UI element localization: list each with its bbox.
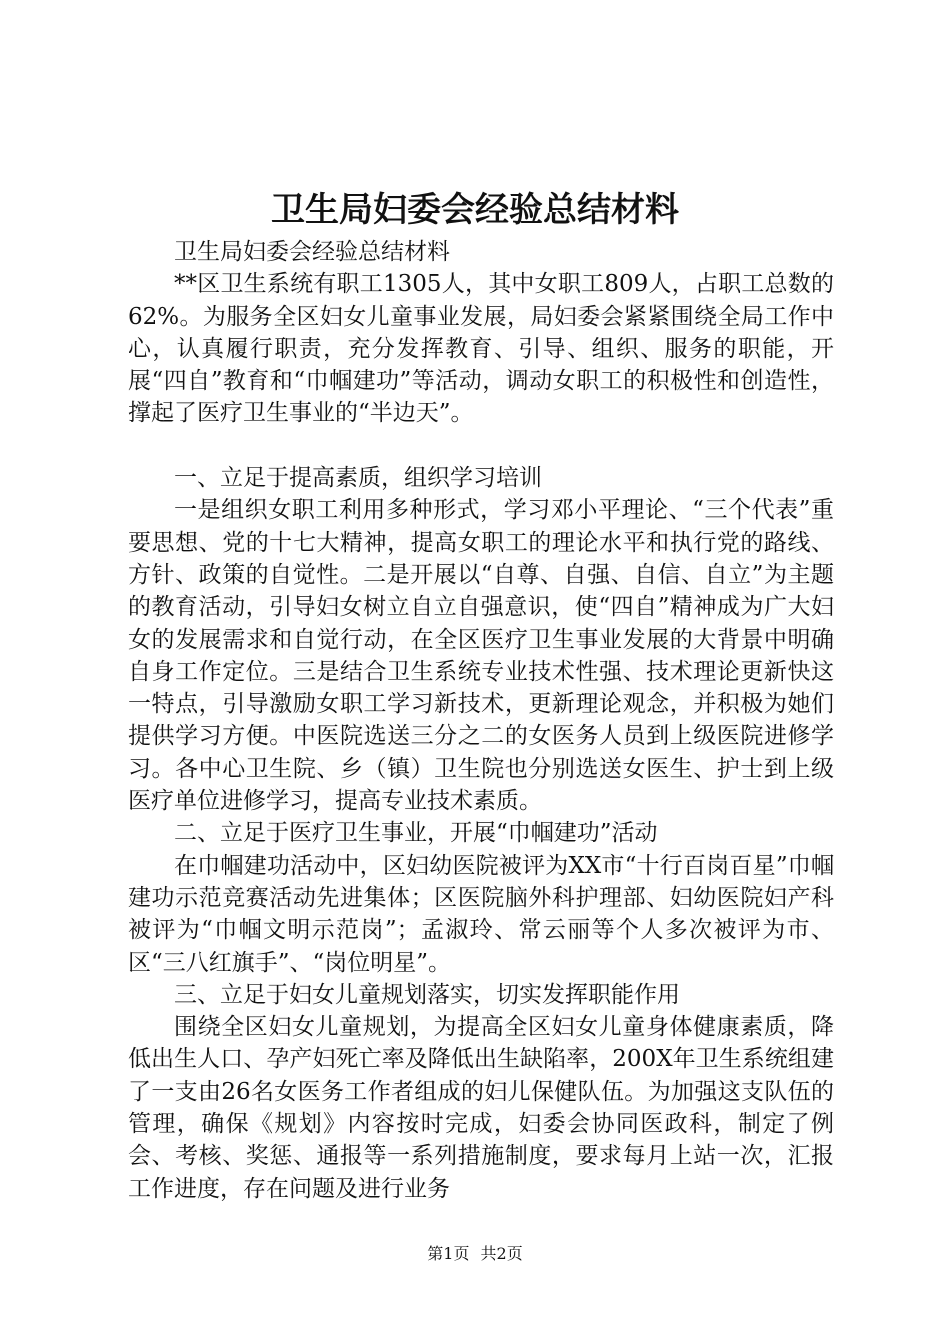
document-title: 卫生局妇委会经验总结材料 xyxy=(271,190,679,230)
section-heading-2: 二、立足于医疗卫生事业，开展“巾帼建功”活动 xyxy=(174,820,658,847)
page-total: 共2页 xyxy=(480,1244,523,1263)
paragraph-section-1: 一是组织女职工利用多种形式，学习邓小平理论、“三个代表”重要思想、党的十七大精神，提高女职工的理论水平和执行党的路线、方针、政策的自觉性。二是开展以“自尊、自强、自信、自立”为主题的教育活动，引导妇女树立自立自强意识，使“四自”精神成为广大妇女的发展需求和自觉行动，在全区医疗卫生事业发展的大背景中明确自身工作定位。三是结合卫生系统专业技术性强、技术理论更新快这一特点，引导激励女职工学习新技术，更新理论观念，并积极为她们提供学习方便。中医院选送三分之二的女医务人员到上级医院进修学习。各中心卫生院、乡（镇）卫生院也分别选送女医生、护士到上级医疗单位进修学习，提高专业技术素质。 xyxy=(128,497,834,815)
document-body xyxy=(128,236,834,1205)
paragraph-section-3: 围绕全区妇女儿童规划，为提高全区妇女儿童身体健康素质，降低出生人口、孕产妇死亡率及降低出生缺陷率，200X年卫生系统组建了一支由26名女医务工作者组成的妇儿保健队伍。为加强这支队伍的管理，确保《规划》内容按时完成，妇委会协同医政科，制定了例会、考核、奖惩、通报等一系列措施制度，要求每月上站一次，汇报工作进度，存在问题及进行业务 xyxy=(128,1014,834,1202)
paragraph-intro: **区卫生系统有职工1305人，其中女职工809人，占职工总数的62%。为服务全区妇女儿童事业发展，局妇委会紧紧围绕全局工作中心，认真履行职责，充分发挥教育、引导、组织、服务的职能，开展“四自”教育和“巾帼建功”等活动，调动女职工的积极性和创造性，撑起了医疗卫生事业的“半边天”。 xyxy=(128,271,834,427)
paragraph-section-2: 在巾帼建功活动中，区妇幼医院被评为XX市“十行百岗百星”巾帼建功示范竞赛活动先进集体；区医院脑外科护理部、妇幼医院妇产科被评为“巾帼文明示范岗”；孟淑玲、常云丽等个人多次被评为市、区“三八红旗手”、“岗位明星”。 xyxy=(128,852,834,976)
section-heading-1: 一、立足于提高素质，组织学习培训 xyxy=(174,465,542,492)
page-number: 第1页 xyxy=(427,1244,470,1263)
page-footer xyxy=(0,1243,950,1265)
paragraph-spacer xyxy=(128,430,834,462)
section-heading-3: 三、立足于妇女儿童规划落实，切实发挥职能作用 xyxy=(174,981,680,1008)
paragraph-subtitle: 卫生局妇委会经验总结材料 xyxy=(174,239,450,265)
